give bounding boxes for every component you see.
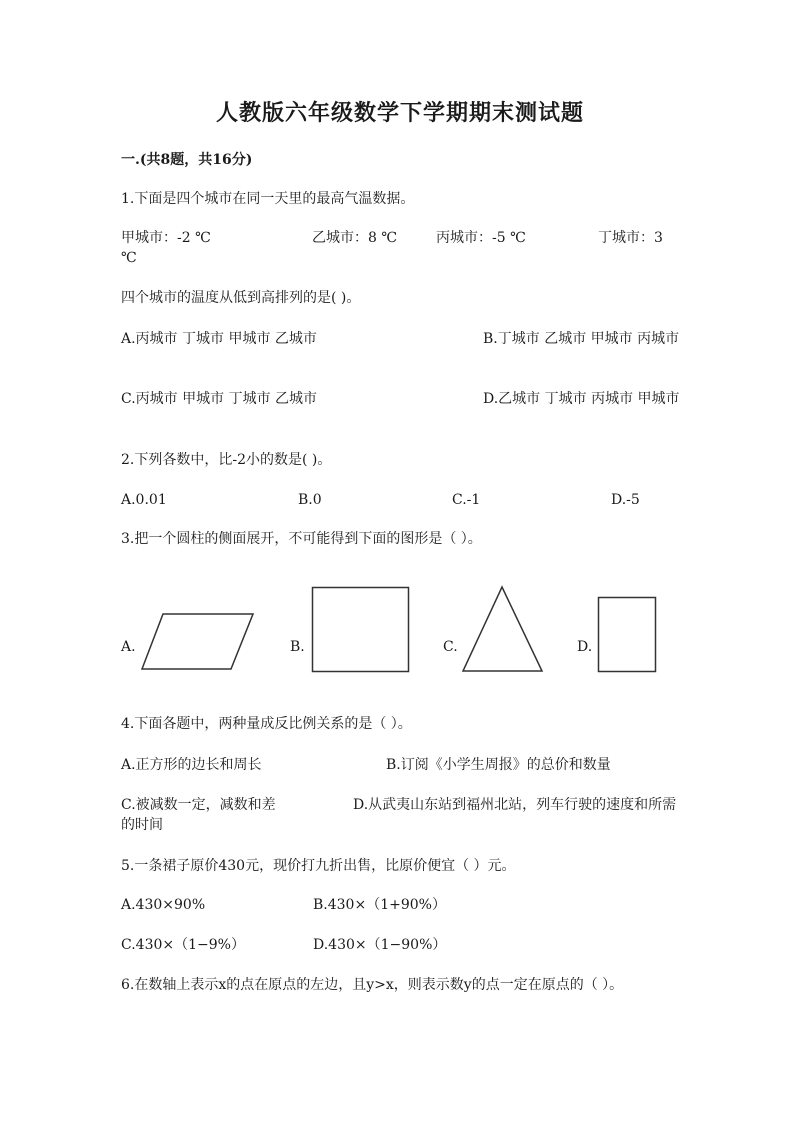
q2-option-b[interactable]: B.0 bbox=[298, 492, 322, 508]
q4-option-b[interactable]: B.订阅《小学生周报》的总价和数量 bbox=[386, 757, 611, 773]
q5-option-d[interactable]: D.430×（1−90%） bbox=[313, 937, 447, 953]
q6-stem: 6.在数轴上表示x的点在原点的左边，且y>x，则表示数y的点一定在原点的（ ）。 bbox=[121, 977, 624, 993]
q1-question: 四个城市的温度从低到高排列的是( )。 bbox=[121, 290, 361, 306]
rectangle-shape[interactable] bbox=[597, 596, 657, 673]
q3-label-b[interactable]: B. bbox=[290, 639, 305, 655]
q3-label-a[interactable]: A. bbox=[121, 639, 136, 655]
q1-temp-bing: 丙城市：-5 ℃ bbox=[436, 230, 526, 246]
q2-option-a[interactable]: A.0.01 bbox=[121, 492, 167, 508]
q3-label-c[interactable]: C. bbox=[443, 639, 458, 655]
q5-option-c[interactable]: C.430×（1−9%） bbox=[121, 937, 245, 953]
section-heading: 一.(共8题，共16分) bbox=[121, 152, 253, 168]
q1-temp-yi: 乙城市：8 ℃ bbox=[312, 230, 398, 246]
q2-stem: 2.下列各数中，比-2小的数是( )。 bbox=[121, 452, 332, 468]
q4-option-a[interactable]: A.正方形的边长和周长 bbox=[121, 757, 262, 773]
q1-option-c[interactable]: C.丙城市 甲城市 丁城市 乙城市 bbox=[121, 391, 318, 407]
q1-option-a[interactable]: A.丙城市 丁城市 甲城市 乙城市 bbox=[121, 331, 317, 347]
parallelogram-shape[interactable] bbox=[140, 612, 256, 672]
q3-stem: 3.把一个圆柱的侧面展开，不可能得到下面的图形是（ ）。 bbox=[121, 531, 482, 547]
q5-option-b[interactable]: B.430×（1+90%） bbox=[313, 897, 446, 913]
triangle-shape[interactable] bbox=[461, 585, 544, 673]
q1-stem: 1.下面是四个城市在同一天里的最高气温数据。 bbox=[121, 191, 415, 207]
q1-option-d[interactable]: D.乙城市 丁城市 丙城市 甲城市 bbox=[483, 391, 680, 407]
q2-option-d[interactable]: D.-5 bbox=[611, 492, 640, 508]
q4-option-c[interactable]: C.被减数一定，减数和差 bbox=[121, 797, 276, 813]
q1-option-b[interactable]: B.丁城市 乙城市 甲城市 丙城市 bbox=[483, 331, 680, 347]
q5-stem: 5.一条裙子原价430元，现价打九折出售，比原价便宜（ ）元。 bbox=[121, 858, 516, 874]
q4-option-d[interactable]: D.从武夷山东站到福州北站，列车行驶的速度和所需的时间 bbox=[121, 797, 677, 833]
q4-stem: 4.下面各题中，两种量成反比例关系的是（ ）。 bbox=[121, 716, 412, 732]
q5-option-a[interactable]: A.430×90% bbox=[121, 897, 206, 913]
q2-option-c[interactable]: C.-1 bbox=[452, 492, 481, 508]
q1-temp-ding: 丁城市：3 ℃ bbox=[121, 230, 663, 266]
q1-temp-jia: 甲城市：-2 ℃ bbox=[121, 230, 211, 246]
square-shape[interactable] bbox=[311, 586, 411, 673]
page-title: 人教版六年级数学下学期期末测试题 bbox=[215, 100, 584, 126]
q3-label-d[interactable]: D. bbox=[577, 639, 593, 655]
